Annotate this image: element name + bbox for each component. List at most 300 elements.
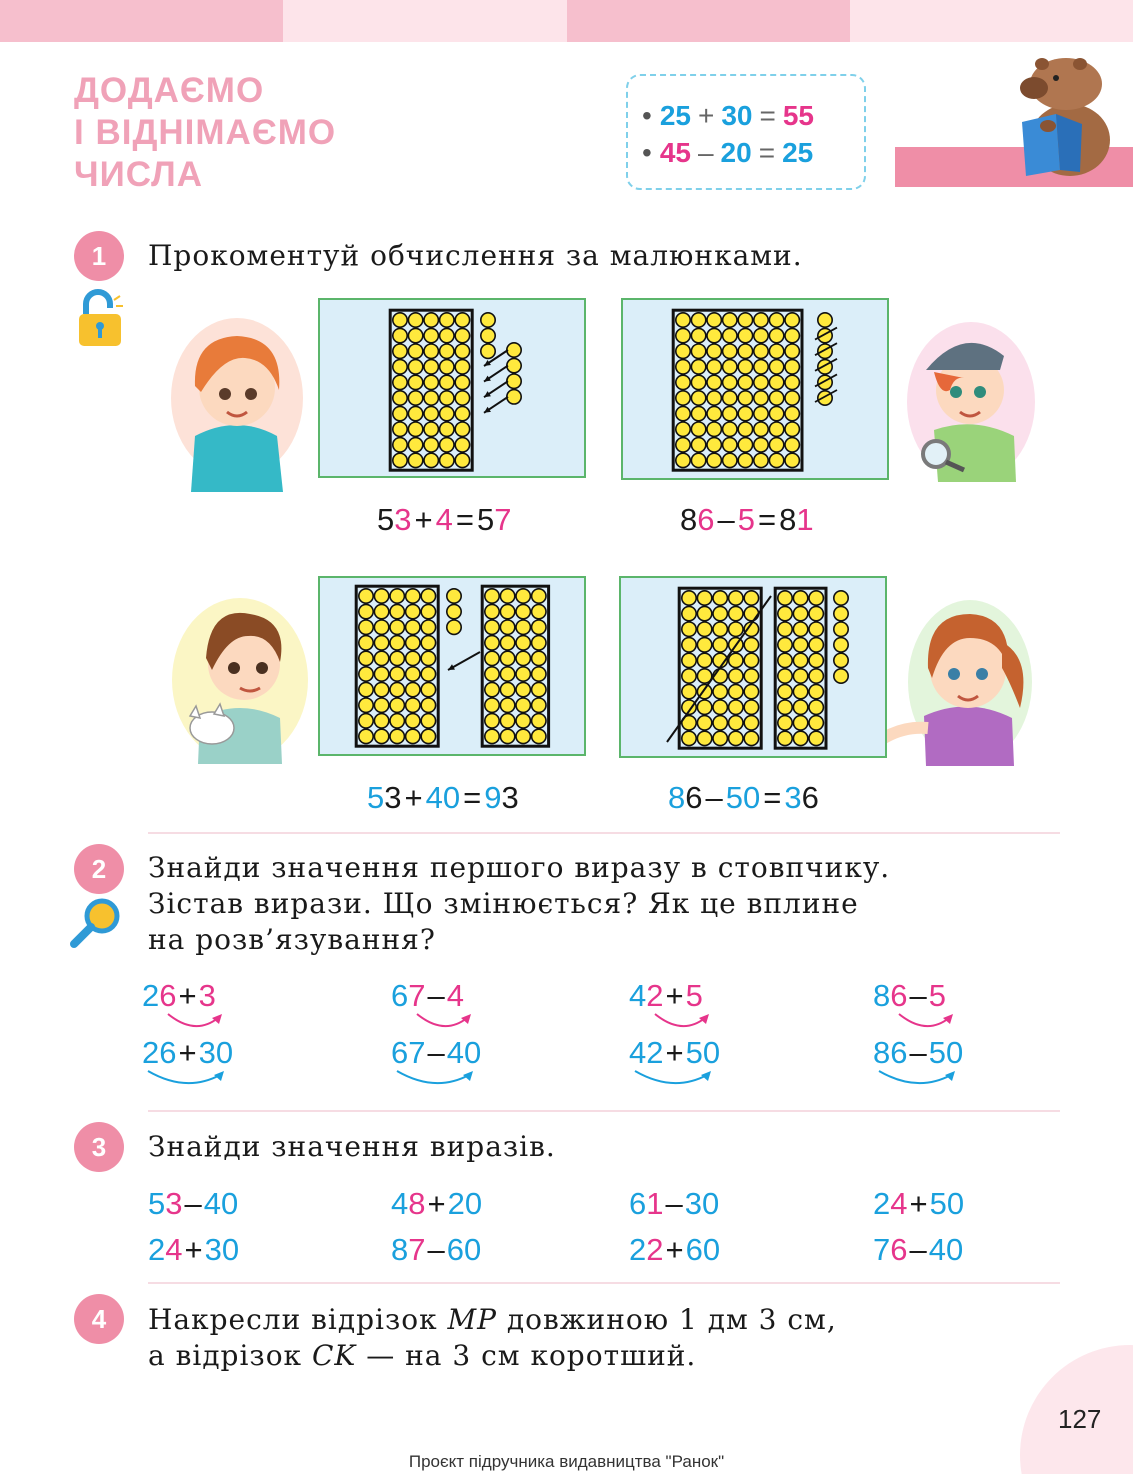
bead	[713, 716, 727, 730]
task-3-expression	[391, 1232, 481, 1268]
equation-part: 1	[796, 502, 814, 537]
equation-part: 40	[425, 780, 461, 815]
bead	[393, 344, 407, 358]
bead	[374, 651, 388, 665]
bead	[485, 651, 499, 665]
bead	[729, 653, 743, 667]
rule-b: 30	[721, 100, 753, 131]
equation-4	[668, 780, 819, 816]
task-2-text	[148, 850, 890, 958]
equation-part: =	[763, 780, 782, 815]
bead	[778, 638, 792, 652]
bead	[769, 406, 783, 420]
bead	[421, 620, 435, 634]
bead	[809, 638, 823, 652]
text: Накресли відрізок	[148, 1303, 448, 1336]
bead	[421, 604, 435, 618]
expression-part: +	[178, 978, 197, 1013]
bead	[793, 638, 807, 652]
bead	[793, 731, 807, 745]
bead	[359, 667, 373, 681]
segment-name: MP	[447, 1303, 498, 1336]
expression-part: 4	[446, 978, 464, 1013]
bead	[481, 328, 495, 342]
task-3-expression	[148, 1232, 239, 1268]
equation-part: 8	[680, 502, 698, 537]
bead	[809, 653, 823, 667]
bead	[393, 453, 407, 467]
expression-part: 5	[685, 978, 703, 1013]
expression-part: 6	[890, 978, 908, 1013]
bead	[500, 636, 514, 650]
bead	[500, 651, 514, 665]
bead	[500, 589, 514, 603]
expression-part: 4	[391, 1186, 409, 1221]
bead	[769, 375, 783, 389]
task-3-text: Знайди значення виразів.	[148, 1130, 556, 1163]
footer-credit: Проєкт підручника видавництва "Ранок"	[408, 1452, 725, 1471]
bead	[408, 328, 422, 342]
bead	[769, 360, 783, 374]
expression-part: 20	[447, 1186, 483, 1221]
task-4-line-1	[148, 1302, 837, 1338]
bead	[516, 620, 530, 634]
expression-part: –	[427, 1232, 445, 1267]
bead	[516, 636, 530, 650]
bead	[390, 589, 404, 603]
bead	[769, 328, 783, 342]
bead	[769, 422, 783, 436]
segment-name: CK	[311, 1339, 357, 1372]
bead	[500, 698, 514, 712]
expression-bottom	[873, 1035, 963, 1071]
bead	[778, 669, 792, 683]
bead	[406, 714, 420, 728]
bead	[778, 622, 792, 636]
bead	[744, 653, 758, 667]
bead	[359, 589, 373, 603]
rule-a: 25	[659, 100, 691, 131]
bead	[440, 375, 454, 389]
section-divider	[148, 1282, 1060, 1284]
bead	[440, 360, 454, 374]
equation-part: 50	[725, 780, 761, 815]
bead	[738, 313, 752, 327]
expression-part: –	[665, 1186, 683, 1221]
bead	[738, 391, 752, 405]
bead	[676, 375, 690, 389]
bead	[390, 714, 404, 728]
bead	[406, 604, 420, 618]
bead	[707, 360, 721, 374]
bead	[834, 606, 848, 620]
bead	[785, 344, 799, 358]
bead	[406, 620, 420, 634]
bead	[447, 620, 461, 634]
bead	[421, 636, 435, 650]
bead	[744, 716, 758, 730]
expression-part: 30	[684, 1186, 720, 1221]
bead	[516, 729, 530, 743]
bead-panel-1	[318, 298, 586, 478]
carry-arrow-arc	[166, 1012, 224, 1032]
bead-panel-2	[621, 298, 889, 480]
bead	[455, 360, 469, 374]
bead	[393, 375, 407, 389]
task-number-badge: 3	[74, 1122, 124, 1172]
equation-part: 5	[377, 502, 395, 537]
bead	[754, 328, 768, 342]
bead	[447, 589, 461, 603]
bead	[754, 422, 768, 436]
bead	[532, 620, 546, 634]
bead	[455, 391, 469, 405]
equation-part: 8	[779, 502, 797, 537]
bead	[408, 344, 422, 358]
bead	[532, 714, 546, 728]
expression-part: 6	[391, 1035, 409, 1070]
expression-bottom	[629, 1035, 720, 1071]
expression-part: –	[184, 1186, 202, 1221]
bead	[516, 714, 530, 728]
expression-part: 3	[198, 978, 216, 1013]
bead	[793, 653, 807, 667]
expression-part: 2	[646, 1232, 664, 1267]
equation-part: –	[705, 780, 723, 815]
bead	[390, 729, 404, 743]
bead	[393, 328, 407, 342]
bead	[723, 328, 737, 342]
task-3-expression	[873, 1232, 963, 1268]
bead	[785, 453, 799, 467]
expression-part: –	[427, 978, 445, 1013]
equation-2	[680, 502, 814, 538]
magnifier-icon	[68, 896, 124, 952]
bead	[809, 622, 823, 636]
bead	[440, 422, 454, 436]
bead	[738, 422, 752, 436]
bead	[778, 684, 792, 698]
bead	[713, 591, 727, 605]
bead	[723, 313, 737, 327]
bead	[485, 698, 499, 712]
bead	[390, 667, 404, 681]
bead	[778, 606, 792, 620]
bead	[697, 716, 711, 730]
expression-part: 5	[928, 978, 946, 1013]
bead	[793, 684, 807, 698]
bead	[754, 313, 768, 327]
bead	[424, 453, 438, 467]
bead	[785, 406, 799, 420]
expression-part: +	[909, 1186, 928, 1221]
bullet: •	[642, 100, 652, 131]
bead	[421, 729, 435, 743]
bead	[697, 591, 711, 605]
expression-part: 30	[198, 1035, 234, 1070]
expression-part: 40	[203, 1186, 239, 1221]
bead	[485, 729, 499, 743]
bead	[723, 453, 737, 467]
expression-part: 4	[890, 1186, 908, 1221]
bead	[408, 453, 422, 467]
top-band-1	[0, 0, 283, 42]
expression-part: 2	[629, 1232, 647, 1267]
carry-arrow-arc	[395, 1069, 475, 1089]
expression-top	[142, 978, 216, 1014]
task-1-text: Прокоментуй обчислення за малюнками.	[148, 239, 803, 272]
bead	[393, 406, 407, 420]
bead	[769, 391, 783, 405]
bead	[713, 638, 727, 652]
bead	[754, 438, 768, 452]
task-3-expression	[629, 1186, 719, 1222]
bead	[769, 438, 783, 452]
carry-arrow-arc	[146, 1069, 226, 1089]
top-band-4	[850, 0, 1133, 42]
bead	[393, 360, 407, 374]
bead	[676, 453, 690, 467]
bead	[500, 620, 514, 634]
equation-part: +	[404, 780, 423, 815]
bead	[754, 453, 768, 467]
bead	[516, 589, 530, 603]
expression-part: 6	[159, 1035, 177, 1070]
bead	[481, 344, 495, 358]
bead	[682, 731, 696, 745]
bead	[421, 589, 435, 603]
bead	[754, 406, 768, 420]
bead	[516, 698, 530, 712]
bead	[793, 606, 807, 620]
equation-1	[377, 502, 511, 538]
bead	[485, 589, 499, 603]
bead	[359, 620, 373, 634]
bead	[785, 328, 799, 342]
bead	[421, 667, 435, 681]
bead	[424, 406, 438, 420]
task-number-badge: 4	[74, 1294, 124, 1344]
section-divider	[148, 1110, 1060, 1112]
equation-part: 5	[367, 780, 385, 815]
bead	[809, 716, 823, 730]
bead	[485, 667, 499, 681]
text: довжиною 1 дм 3 см,	[497, 1303, 837, 1336]
rule-result: 55	[782, 100, 814, 131]
expression-part: +	[665, 1232, 684, 1267]
expression-part: 8	[408, 1186, 426, 1221]
title-line-3: ЧИСЛА	[74, 155, 203, 194]
equation-part: 3	[384, 780, 402, 815]
bead	[676, 406, 690, 420]
bead	[713, 731, 727, 745]
bead	[374, 620, 388, 634]
rule-line-2	[642, 137, 864, 174]
bead	[424, 344, 438, 358]
bead	[424, 422, 438, 436]
bead	[359, 714, 373, 728]
bead	[485, 714, 499, 728]
bead	[723, 438, 737, 452]
expression-part: 4	[629, 1035, 647, 1070]
bead	[682, 622, 696, 636]
bead	[691, 422, 705, 436]
bead	[424, 375, 438, 389]
bead	[374, 667, 388, 681]
bead	[691, 438, 705, 452]
equation-3	[367, 780, 519, 816]
bead	[682, 669, 696, 683]
bead	[516, 651, 530, 665]
carry-arrow-arc	[633, 1069, 713, 1089]
bead	[682, 591, 696, 605]
bead	[532, 651, 546, 665]
bead	[713, 606, 727, 620]
bead	[785, 313, 799, 327]
lesson-title	[74, 70, 336, 196]
bead	[455, 438, 469, 452]
rule-line-1	[642, 100, 864, 137]
bead	[676, 391, 690, 405]
bead	[393, 438, 407, 452]
bead	[738, 344, 752, 358]
bead	[359, 698, 373, 712]
task-4-line-2	[148, 1338, 837, 1374]
bead	[818, 313, 832, 327]
bead	[738, 406, 752, 420]
bead	[532, 589, 546, 603]
bead	[697, 638, 711, 652]
expression-part: 60	[446, 1232, 482, 1267]
expression-part: 4	[165, 1232, 183, 1267]
expression-part: +	[665, 978, 684, 1013]
girl-pink-top-illustration	[884, 598, 1034, 768]
bead	[500, 667, 514, 681]
bead	[406, 698, 420, 712]
bead	[532, 636, 546, 650]
bead	[374, 589, 388, 603]
bead	[676, 313, 690, 327]
expression-part: 6	[391, 978, 409, 1013]
expression-part: 2	[873, 1186, 891, 1221]
equation-part: –	[717, 502, 735, 537]
equation-part: =	[758, 502, 777, 537]
bead	[393, 422, 407, 436]
bead	[809, 684, 823, 698]
bead	[778, 731, 792, 745]
bead	[744, 669, 758, 683]
bead	[793, 700, 807, 714]
expression-part: 2	[142, 978, 160, 1013]
bead	[374, 698, 388, 712]
expression-part: 2	[646, 1035, 664, 1070]
bead	[738, 375, 752, 389]
section-divider	[148, 832, 1060, 834]
bead	[359, 636, 373, 650]
bead	[516, 682, 530, 696]
expression-part: 30	[204, 1232, 240, 1267]
bead	[532, 667, 546, 681]
bead	[455, 453, 469, 467]
bead	[691, 328, 705, 342]
bead	[390, 604, 404, 618]
bead	[485, 636, 499, 650]
bead	[408, 313, 422, 327]
bead	[676, 344, 690, 358]
bead	[393, 313, 407, 327]
task-3-expression	[148, 1186, 238, 1222]
bead	[532, 729, 546, 743]
rule-box	[626, 74, 866, 190]
bead	[723, 375, 737, 389]
rule-result: 25	[782, 137, 814, 168]
expression-part: 8	[873, 978, 891, 1013]
bead	[532, 698, 546, 712]
expression-part: 50	[928, 1035, 964, 1070]
bead	[809, 700, 823, 714]
bead	[390, 636, 404, 650]
bead	[440, 438, 454, 452]
bead	[778, 700, 792, 714]
expression-part: –	[909, 978, 927, 1013]
bead	[406, 729, 420, 743]
carry-arrow-arc	[415, 1012, 473, 1032]
bead	[440, 391, 454, 405]
bead	[406, 636, 420, 650]
bead	[374, 714, 388, 728]
rule-op: –	[697, 137, 714, 168]
rule-a: 45	[659, 137, 691, 168]
bead	[455, 328, 469, 342]
bead	[424, 328, 438, 342]
bead	[374, 729, 388, 743]
bead	[455, 375, 469, 389]
bead	[707, 438, 721, 452]
bead	[738, 328, 752, 342]
bead	[408, 375, 422, 389]
expression-part: +	[665, 1035, 684, 1070]
equation-part: 4	[435, 502, 453, 537]
title-line-2: І ВІДНІМАЄМО	[74, 113, 337, 152]
task-3-expression	[391, 1186, 482, 1222]
bead	[785, 422, 799, 436]
bead	[729, 716, 743, 730]
bead	[691, 453, 705, 467]
bead	[744, 731, 758, 745]
equation-part: =	[455, 502, 474, 537]
bead	[744, 591, 758, 605]
bead	[421, 698, 435, 712]
task-2-line-1: Знайди значення першого виразу в стовпчику.	[148, 851, 891, 884]
expression-part: 6	[890, 1232, 908, 1267]
capybara-reading-illustration	[1008, 52, 1120, 178]
bead	[785, 360, 799, 374]
equation-part: 8	[668, 780, 686, 815]
bead	[676, 422, 690, 436]
expression-bottom	[142, 1035, 233, 1071]
expression-part: 8	[873, 1035, 891, 1070]
bead	[676, 360, 690, 374]
bead	[723, 344, 737, 358]
bead	[707, 422, 721, 436]
bead	[713, 700, 727, 714]
bead	[729, 669, 743, 683]
bead	[455, 422, 469, 436]
page-number: 127	[1058, 1404, 1102, 1434]
bead	[485, 604, 499, 618]
bead	[424, 438, 438, 452]
bead	[729, 700, 743, 714]
